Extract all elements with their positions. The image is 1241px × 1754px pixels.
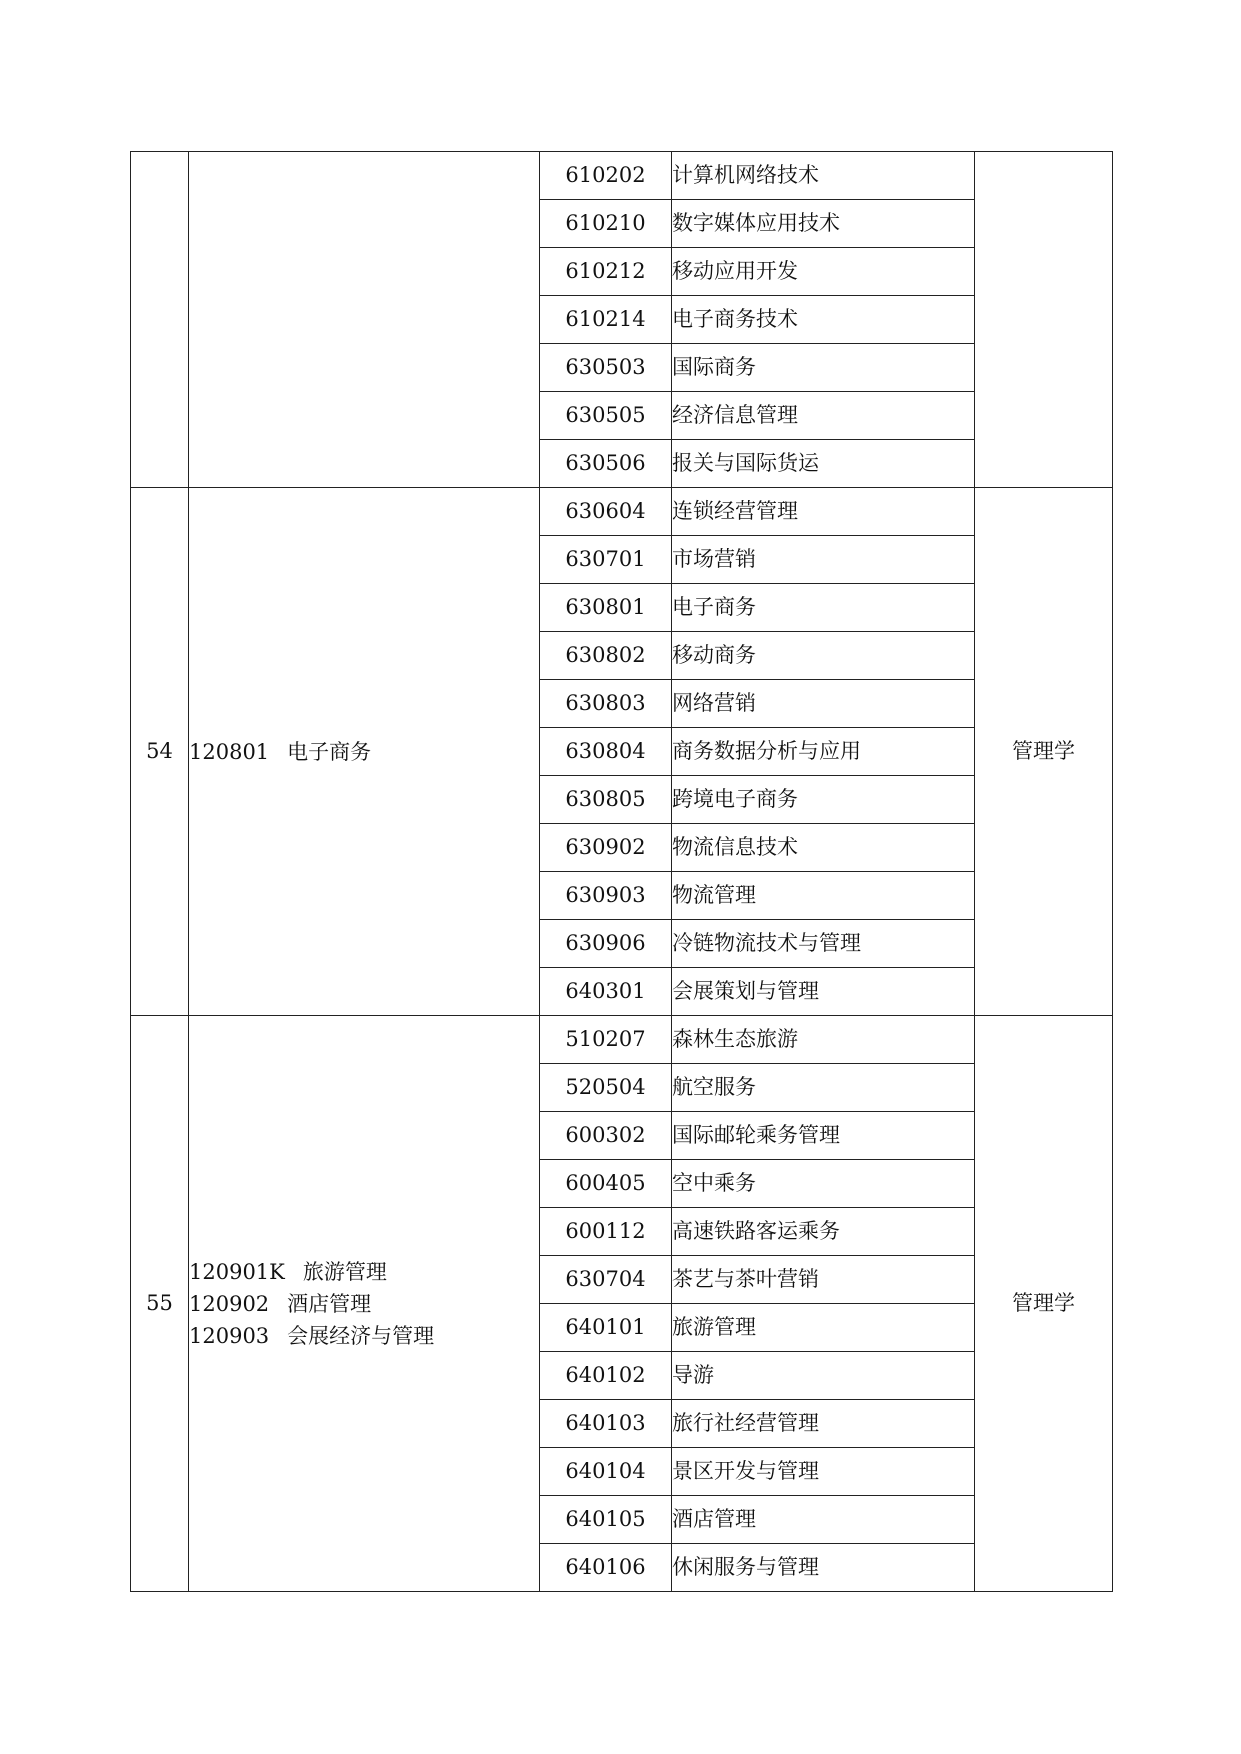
vocational-major-name: 旅游管理 [672, 1304, 975, 1352]
undergrad-major-code: 120902 [189, 1291, 270, 1316]
vocational-major-name: 冷链物流技术与管理 [672, 920, 975, 968]
vocational-major-code: 630902 [540, 824, 672, 872]
undergrad-major-item [189, 1288, 539, 1320]
vocational-major-code: 630506 [540, 440, 672, 488]
table-body [131, 152, 1113, 1592]
discipline-category-cell [975, 152, 1113, 488]
vocational-major-name: 数字媒体应用技术 [672, 200, 975, 248]
vocational-major-name: 物流信息技术 [672, 824, 975, 872]
vocational-major-name: 航空服务 [672, 1064, 975, 1112]
vocational-major-code: 630604 [540, 488, 672, 536]
undergrad-major-name: 旅游管理 [302, 1259, 387, 1284]
vocational-major-name: 网络营销 [672, 680, 975, 728]
table-row [131, 488, 1113, 536]
vocational-major-code: 510207 [540, 1016, 672, 1064]
discipline-category-cell: 管理学 [975, 488, 1113, 1016]
vocational-major-code: 640301 [540, 968, 672, 1016]
vocational-major-name: 导游 [672, 1352, 975, 1400]
vocational-major-name: 空中乘务 [672, 1160, 975, 1208]
table-row [131, 1016, 1113, 1064]
undergrad-major-name: 酒店管理 [287, 1291, 372, 1316]
vocational-major-name: 跨境电子商务 [672, 776, 975, 824]
vocational-major-code: 630805 [540, 776, 672, 824]
vocational-major-code: 610210 [540, 200, 672, 248]
vocational-major-code: 520504 [540, 1064, 672, 1112]
vocational-major-code: 640101 [540, 1304, 672, 1352]
vocational-major-name: 景区开发与管理 [672, 1448, 975, 1496]
vocational-major-name: 移动应用开发 [672, 248, 975, 296]
major-mapping-table [130, 151, 1113, 1592]
vocational-major-name: 经济信息管理 [672, 392, 975, 440]
vocational-major-name: 茶艺与茶叶营销 [672, 1256, 975, 1304]
vocational-major-name: 森林生态旅游 [672, 1016, 975, 1064]
vocational-major-code: 600112 [540, 1208, 672, 1256]
vocational-major-name: 市场营销 [672, 536, 975, 584]
discipline-category-cell: 管理学 [975, 1016, 1113, 1592]
vocational-major-name: 会展策划与管理 [672, 968, 975, 1016]
undergrad-major-item [189, 736, 539, 768]
vocational-major-code: 610212 [540, 248, 672, 296]
vocational-major-name: 电子商务 [672, 584, 975, 632]
undergrad-major-cell [189, 488, 540, 1016]
vocational-major-code: 630505 [540, 392, 672, 440]
vocational-major-name: 电子商务技术 [672, 296, 975, 344]
undergrad-major-name: 会展经济与管理 [287, 1323, 435, 1348]
table-row [131, 152, 1113, 200]
vocational-major-name: 报关与国际货运 [672, 440, 975, 488]
vocational-major-code: 640104 [540, 1448, 672, 1496]
vocational-major-name: 国际商务 [672, 344, 975, 392]
vocational-major-name: 酒店管理 [672, 1496, 975, 1544]
undergrad-major-cell [189, 152, 540, 488]
sequence-number-cell: 55 [131, 1016, 189, 1592]
vocational-major-name: 高速铁路客运乘务 [672, 1208, 975, 1256]
vocational-major-code: 630801 [540, 584, 672, 632]
vocational-major-code: 640102 [540, 1352, 672, 1400]
vocational-major-name: 商务数据分析与应用 [672, 728, 975, 776]
vocational-major-code: 630701 [540, 536, 672, 584]
vocational-major-code: 610214 [540, 296, 672, 344]
vocational-major-code: 600405 [540, 1160, 672, 1208]
vocational-major-code: 630802 [540, 632, 672, 680]
vocational-major-code: 630503 [540, 344, 672, 392]
vocational-major-name: 计算机网络技术 [672, 152, 975, 200]
vocational-major-name: 连锁经营管理 [672, 488, 975, 536]
undergrad-major-name: 电子商务 [287, 739, 372, 764]
undergrad-major-cell [189, 1016, 540, 1592]
vocational-major-name: 国际邮轮乘务管理 [672, 1112, 975, 1160]
vocational-major-code: 630906 [540, 920, 672, 968]
vocational-major-code: 640106 [540, 1544, 672, 1592]
vocational-major-code: 630704 [540, 1256, 672, 1304]
vocational-major-code: 600302 [540, 1112, 672, 1160]
vocational-major-code: 640103 [540, 1400, 672, 1448]
sequence-number-cell [131, 152, 189, 488]
undergrad-major-item [189, 1256, 539, 1288]
vocational-major-code: 630803 [540, 680, 672, 728]
vocational-major-code: 610202 [540, 152, 672, 200]
vocational-major-code: 630903 [540, 872, 672, 920]
undergrad-major-code: 120801 [189, 739, 270, 764]
vocational-major-name: 物流管理 [672, 872, 975, 920]
vocational-major-name: 移动商务 [672, 632, 975, 680]
sequence-number-cell: 54 [131, 488, 189, 1016]
undergrad-major-code: 120903 [189, 1323, 270, 1348]
vocational-major-name: 旅行社经营管理 [672, 1400, 975, 1448]
undergrad-major-code: 120901K [189, 1259, 285, 1284]
vocational-major-name: 休闲服务与管理 [672, 1544, 975, 1592]
undergrad-major-item [189, 1320, 539, 1352]
vocational-major-code: 640105 [540, 1496, 672, 1544]
vocational-major-code: 630804 [540, 728, 672, 776]
